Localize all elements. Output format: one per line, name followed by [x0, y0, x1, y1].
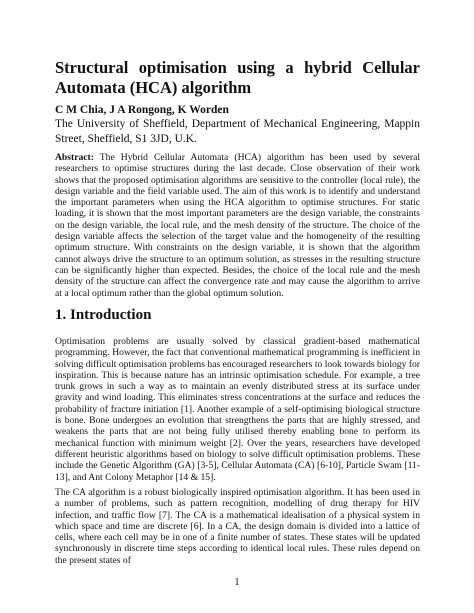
abstract-label: Abstract: [55, 152, 94, 163]
paper-title: Structural optimisation using a hybrid Cellular Automata (HCA) algorithm [55, 58, 420, 97]
introduction-paragraph-2: The CA algorithm is a robust biologically inspired optimisation algorithm. It has been used in a number of problems, such as pattern recognition, modelling of drug therapy for HIV infection, and traffic flow [7]. The CA is a mathematical idealisation of a physical system in which space and time are discrete [6]. In a CA, the design domain is divided into a lattice of cells, where each cell may be in one of a finite number of states. These states will be updated synchronously in discrete time steps according to identical local rules. These rules depend on the present states of [55, 487, 420, 566]
abstract [55, 152, 420, 299]
page-number: 1 [234, 577, 240, 588]
abstract-text: The Hybrid Cellular Automata (HCA) algorithm has been used by several researchers to optimise structures during the last decade. Close observation of their work shows that the proposed optimisation algorithms are sensitive to the controller (local rule), the design variable and the field variable used. The aim of this work is to identify and understand the important parameters when using the HCA algorithm to optimise structures. For static loading, it is shown that the most important parameters are the design variable, the constraints on the design variable, the local rule, and the mesh density of the structure. The choice of the design variable affects the selection of the target value and the homogeneity of the resulting optimum structure. With constraints on the design variable, it is shown that the algorithm cannot always drive the structure to an optimum solution, as stresses in the resulting structure can be significantly higher than expected. Besides, the choice of the local rule and the mesh density of the structure can affect the convergence rate and may cause the algorithm to arrive at a local optimum rather than the global optimum solution. [55, 152, 420, 299]
paper-authors: C M Chia, J A Rongong, K Worden [55, 104, 229, 116]
introduction-paragraph-1: Optimisation problems are usually solved by classical gradient-based mathematical programming. However, the fact that conventional mathematical programming is inefficient in solving difficult optimisation problems has encouraged researchers to look towards biology for inspiration. This is because nature has an intrinsic optimisation schedule. For example, a tree trunk grows in such a way as to maintain an evenly distributed stress at its surface under gravity and wind loading. This eliminates stress concentrations at the surface and reduces the probability of fracture initiation [1]. Another example of a self-optimising biological structure is bone. Bone undergoes an evolution that strengthens the parts that are highly stressed, and weakens the parts that are not being fully utilised thereby enabling bone to perform its mechanical function with minimum weight [2]. Over the years, researchers have developed different heuristic algorithms based on biology to solve difficult optimisation problems. These include the Genetic Algorithm (GA) [3-5], Cellular Automata (CA) [6-10], Particle Swam [11-13], and Ant Colony Metaphor [14 & 15]. [55, 336, 420, 483]
paper-affiliation: The University of Sheffield, Department of Mechanical Engineering, Mappin Street, Sheffield, S1 3JD, U.K. [55, 118, 420, 145]
section-heading-introduction: 1. Introduction [55, 307, 152, 323]
